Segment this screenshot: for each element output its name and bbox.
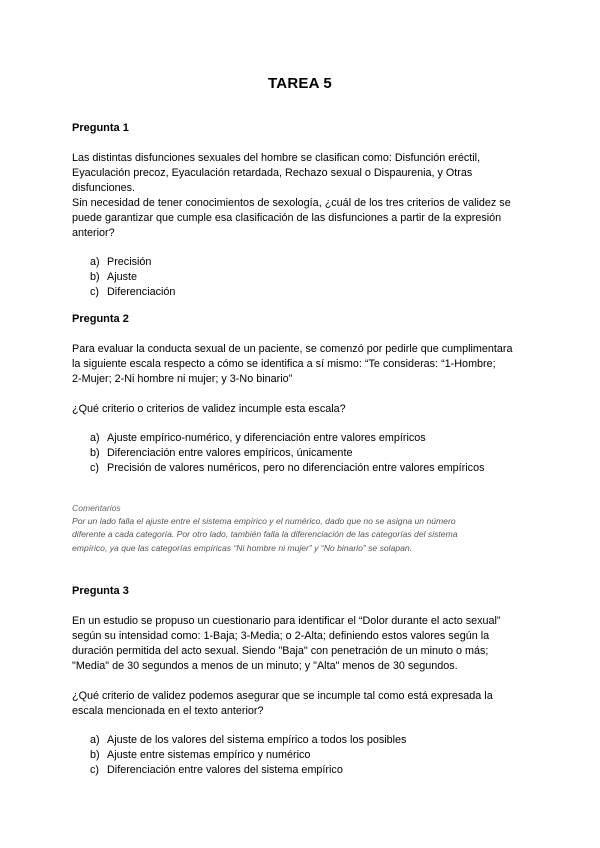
question-1 [72,121,532,300]
option-text: Ajuste de los valores del sistema empírico a todos los posibles [107,734,407,746]
option-marker: c) [90,764,99,776]
comment-title: Comentarios [72,503,121,513]
question-3-prompt [72,689,532,719]
body-line: Sin necesidad de tener conocimientos de sexología, ¿cuál de los tres criterios de validez se [72,197,511,209]
option-c [90,763,532,778]
body-line: Eyaculación precoz, Eyaculación retardada, Rechazo sexual o Dispaurenia, y Otras [72,167,473,179]
option-b [90,446,532,461]
body-line: Para evaluar la conducta sexual de un paciente, se comenzó por pedirle que cumplimentara [72,343,513,355]
body-line: disfunciones. [72,182,136,194]
body-line: según su intensidad como: 1-Baja; 3-Media; o 2-Alta; definiendo estos valores según la [72,630,490,642]
question-1-options [72,255,532,300]
option-marker: b) [90,749,100,761]
question-2 [72,312,532,476]
body-line: la siguiente escala respecto a cómo se identifica a sí mismo: “Te consideras: “1-Hombre; [72,358,496,370]
body-line: Las distintas disfunciones sexuales del hombre se clasifican como: Disfunción eréctil, [72,152,481,164]
body-line: anterior? [72,227,115,239]
option-marker: b) [90,271,100,283]
body-line: En un estudio se propuso un cuestionario para identificar el “Dolor durante el acto sexual” [72,615,501,627]
option-a [90,733,532,748]
body-line: duración permitida del acto sexual. Siendo "Baja" con penetración de un minuto o más; [72,645,489,657]
option-text: Ajuste empírico-numérico, y diferenciación entre valores empíricos [107,432,426,444]
option-c [90,285,532,300]
comment-box [72,502,532,555]
option-b [90,748,532,763]
option-marker: b) [90,447,100,459]
option-a [90,255,532,270]
option-c [90,461,532,476]
document-title: TAREA 5 [268,75,332,92]
prompt-line: escala mencionada en el texto anterior? [72,705,264,717]
prompt-line: ¿Qué criterio de validez podemos asegurar que se incumple tal como está expresada la [72,690,493,702]
comment-line: empírico, ya que las categorías empíricas “Ni hombre ni mujer” y “No binario” se solapan. [72,542,413,553]
comment-line: Por un lado falla el ajuste entre el sistema empírico y el numérico, dado que no se asigna un número [72,516,456,527]
question-3-options [72,733,532,778]
option-marker: c) [90,286,99,298]
option-marker: a) [90,432,100,444]
option-text: Precisión de valores numéricos, pero no diferenciación entre valores empíricos [107,462,485,474]
option-text: Ajuste [107,271,138,283]
option-text: Precisión [107,256,152,268]
option-text: Diferenciación entre valores del sistema empírico [107,764,343,776]
question-2-body [72,342,532,387]
question-1-heading: Pregunta 1 [72,122,129,134]
question-2-prompt: ¿Qué criterio o criterios de validez incumple esta escala? [72,403,346,415]
option-marker: a) [90,256,100,268]
option-text: Diferenciación [107,286,176,298]
body-line: 2-Mujer; 2-Ni hombre ni mujer; y 3-No binario” [72,373,293,385]
body-line: "Media" de 30 segundos a menos de un minuto; y "Alta" menos de 30 segundos. [72,660,458,672]
option-b [90,270,532,285]
question-3 [72,584,532,778]
comment-line: diferente a cada categoría. Por otro lado, también falla la diferenciación de las categorías del sistema [72,529,458,540]
option-marker: a) [90,734,100,746]
question-3-heading: Pregunta 3 [72,585,129,597]
option-text: Diferenciación entre valores empíricos, únicamente [107,447,353,459]
question-1-body [72,151,532,241]
body-line: puede garantizar que cumple esa clasificación de las disfunciones a partir de la expresión [72,212,502,224]
option-marker: c) [90,462,99,474]
question-2-heading: Pregunta 2 [72,313,129,325]
option-text: Ajuste entre sistemas empírico y numérico [107,749,311,761]
question-3-body [72,614,532,674]
question-2-options [72,431,532,476]
option-a [90,431,532,446]
